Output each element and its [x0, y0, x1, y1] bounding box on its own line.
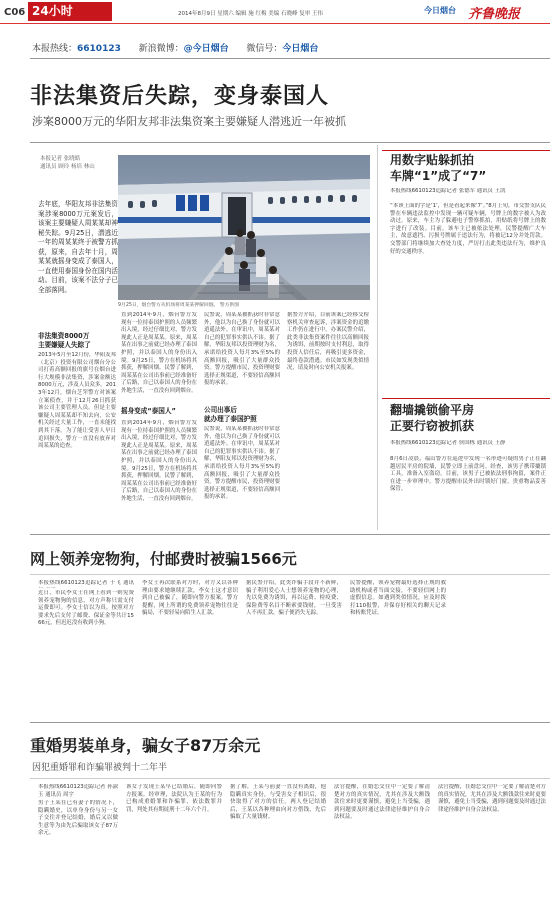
divider: [30, 722, 550, 723]
dateline: 2014年8月9日 星期六 编辑 施 红梅 美编 石晓峰 复审 王伟: [178, 11, 323, 17]
story1-column-4: 据警方介绍，目前该案已经移交检察机关审查起诉，涉案资金的追缴工作仍在进行中。办案民警介绍，此类非法集资案件往往以高额回报为诱饵，前期按时支付利息，取得投资人信任后，再吸引更多资金，最终卷款潜逃。市民如发现类似情况，请及时向公安机关报案。: [287, 312, 369, 372]
story4-column-4: 民警提醒，领养宠物最好选择正规的救助机构或者当面交接，不要轻信网上的虚假信息。如遇到类似情况，应及时拨打110报警，并保存好相关的聊天记录和转账凭证。: [350, 580, 446, 617]
story2-byline: 本报热线6610123追踪记者 张德军 通讯员 王凯: [390, 188, 506, 194]
page-number: C06: [4, 7, 26, 18]
airplane-photo-illustration: [118, 155, 370, 300]
story5-column-2: 该女子发现王某早已结婚后，随即向警方报案。经审理，法院认为王某的行为已构成重婚罪和诈骗罪，依法数罪并罚，判处其有期徒刑十二年六个月。: [126, 784, 222, 813]
news-photo: [118, 155, 370, 300]
story5-column-1: 男子王某在已有妻子的情况下，隐瞒婚史，以单身身份与另一女子交往并登记结婚，婚后又以做生意等为由先后骗取该女子87万余元。: [38, 800, 118, 837]
news-hotline-label: 本报热线：: [32, 44, 78, 54]
hotline-strip: [32, 41, 318, 54]
divider: [30, 778, 550, 779]
divider: [30, 142, 550, 143]
story1-column-3a: 民警说，周某某被抓获时非常意外，他以为自己换了身份就可以逍遥法外。在审讯中，周某某对自己的犯罪事实供认不讳。据了解，华阳友邦以投资理财为名，承诺给投资人每月3%至5%的高额回报，吸引了大量群众投资。警方提醒市民，投资理财要选择正规渠道，不要轻信高额回报的承诺。: [204, 312, 280, 387]
story1-headline: 非法集资后失踪，变身泰国人: [30, 84, 330, 109]
story5-byline: 本报热线6610123追踪记者 孙淑玉 通讯员 周宇: [38, 784, 118, 798]
channel-title: 24小时: [28, 2, 112, 21]
story1-column-1: 2013年5月至12月份，华阳友邦（北京）投资有限公司烟台分公司打着高额回报的旗号在烟台进行大规模非法集资，涉案金额达8000万元，涉及人员众多。2013年12月，烟台芝罘警方对该案立案侦查，并于12月26日抓获该公司主要管理人员。但是主要嫌疑人周某某却不知去向，公安机关经过大量工作，一直未能找到其下落。为了能让受害人早日追回损失，警方一直没有放弃对周某某的追查。: [38, 352, 116, 450]
story1-subheadline: 涉案8000万元的华阳友邦非法集资案主要嫌疑人潜逃近一年被抓: [32, 115, 346, 128]
story4-column-3: 据民警介绍，此类诈骗手段并不新鲜，骗子利用爱心人士想领养宠物的心理，先以免费为诱饵，再以运费、检疫费、保险费等名目不断索要钱财，一旦受害人不再汇款，骗子便消失无踪。: [246, 580, 342, 617]
story5-column-5: 法官提醒，在婚恋交往中一定要了解清楚对方的真实情况，尤其在涉及大额钱款往来时更要谨慎，避免上当受骗，遇到问题要及时通过法律途径维护自身合法权益。: [438, 784, 546, 813]
story3-byline: 本报热线6610123追踪记者 侯国栋 通讯员 王静: [390, 440, 506, 446]
news-hotline-number: 6610123: [77, 44, 121, 54]
story1-column-3b: 民警说，周某某被抓获时非常意外，他以为自己换了身份就可以逍遥法外。在审讯中，周某某对自己的犯罪事实供认不讳。据了解，华阳友邦以投资理财为名，承诺给投资人每月3%至5%的高额回报，吸引了大量群众投资。警方提醒市民，投资理财要选择正规渠道，不要轻信高额回报的承诺。: [204, 426, 280, 501]
story1-subhead-2: 摇身变成“泰国人”: [121, 407, 176, 415]
red-rule: [382, 150, 550, 151]
story3-headline: 翻墙撬锁偷平房 正要行窃被抓获: [390, 403, 475, 433]
logo-small: 今日烟台: [424, 6, 456, 15]
story5-subheadline: 因犯重婚罪和诈骗罪被判十二年半: [32, 763, 168, 773]
story2-headline: 用数字贴躲抓拍 车牌“1”成了“7”: [390, 153, 487, 183]
weibo-label: 新浪微博：: [138, 44, 184, 54]
photo-caption: 9月25日，烟台警方从机场将周某某押解回烟。 警方供图: [118, 303, 240, 308]
story1-byline: 本报记者 张晓皓 通讯员 顾玲 杨培 林山: [40, 156, 95, 170]
story5-column-3: 据了解，王某与前妻一直没有离婚，他隐瞒真实身份，与受害女子相识后，很快取得了对方的信任。两人登记结婚后，王某以各种理由向对方借钱，先后骗取了大量钱财。: [230, 784, 326, 821]
red-rule: [382, 398, 550, 399]
wechat-label: 微信号：: [246, 44, 283, 54]
story1-column-2b: 直到2014年9月，烟台警方发现有一位持泰国护照的人员频繁出入境，经过仔细比对，警方发现此人正是周某某。原来，周某某在出事之前就已经办理了泰国护照，并以泰国人的身份出入境。9月25日，警方在机场将其抓获，押解回烟。民警了解到，周某某在公司出事前已经准备好了后路，自己以泰国人的身份在外地生活，一直没有回到烟台。: [121, 420, 197, 502]
divider: [30, 574, 550, 575]
weibo-value: @今日烟台: [183, 44, 229, 54]
divider: [30, 534, 550, 535]
story1-lead: 去年底，华阳友邦非法集资案涉案8000万元案发后，该案主要嫌疑人周某某却神秘失踪。9月25日，潜逃近一年的周某某终于被警方抓获，原来，自去年十月，周某某就摇身变成了泰国人，一直使用泰国身份在国内活动。目前，该案不法分子已全部落网。: [38, 200, 118, 294]
column-divider: [377, 145, 378, 530]
story3-body: 8月6日凌晨，福山警方在巡逻中发现一名形迹可疑的男子正在翻越居民平房的院墙，民警立即上前盘问。经查，该男子携带撬锁工具，准备入室盗窃。目前，该男子已被依法刑事拘留，案件正在进一步审理中。警方提醒市民外出时锁好门窗，贵重物品妥善保管。: [390, 456, 546, 493]
story1-subhead-1: 非法集资8000万 主要嫌疑人失踪了: [38, 332, 91, 349]
story4-headline: 网上领养宠物狗，付邮费时被骗1566元: [30, 550, 297, 568]
wechat-value: 今日烟台: [282, 44, 319, 54]
story5-column-4: 法官提醒，在婚恋交往中一定要了解清楚对方的真实情况，尤其在涉及大额钱款往来时更要谨慎，避免上当受骗，遇到问题要及时通过法律途径维护自身合法权益。: [334, 784, 430, 821]
newspaper-logo: 齐鲁晚报: [468, 7, 521, 22]
story4-byline: 本报热线6610123追踪记者 于飞 通讯: [38, 580, 134, 586]
story1-subhead-3: 公司出事后 就办理了泰国护照: [204, 406, 257, 423]
story5-headline: 重婚男装单身，骗女子87万余元: [30, 736, 261, 755]
story4-column-1: 近日，市民李女士在网上看到一则免费领养宠物狗的信息，对方声称只需支付运费即可。李女士信以为真，按照对方要求先后支付了邮费、保证金等共计1566元，但迟迟没有收到小狗。: [38, 590, 134, 627]
story4-column-2: 李女士再次联系对方时，对方又以各种理由要求她继续汇款，李女士这才意识到自己被骗了，随即向警方报案。警方提醒，网上所谓的免费领养宠物往往是骗局，不要轻易向陌生人汇款。: [142, 580, 238, 617]
divider: [30, 58, 550, 59]
story1-column-2a: 直到2014年9月，烟台警方发现有一位持泰国护照的人员频繁出入境，经过仔细比对，警方发现此人正是周某某。原来，周某某在出事之前就已经办理了泰国护照，并以泰国人的身份出入境。9月25日，警方在机场将其抓获，押解回烟。民警了解到，周某某在公司出事前已经准备好了后路，自己以泰国人的身份在外地生活，一直没有回到烟台。: [121, 312, 197, 394]
story2-body: “本该上面的字是‘1’，但是看起来像‘7’。”8月上旬，市交警支队民警在车辆违法监控中发现一辆可疑车辆，号牌上的数字被人为改动过。原来，车主为了躲避电子警察抓拍，用贴纸将号牌上的数字进行了改装。目前，该车主已被依法处理，民警提醒广大车主，故意遮挡、污损号牌属于违法行为，将被记12分并处罚款。交警部门将继续加大查处力度，严厉打击此类违法行为，维护良好的交通秩序。: [390, 203, 546, 255]
